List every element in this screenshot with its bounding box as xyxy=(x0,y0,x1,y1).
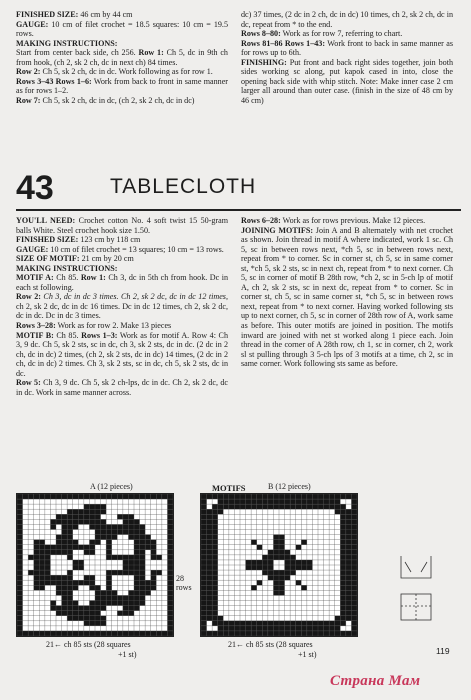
divider xyxy=(16,209,461,211)
text: Work as for row 2. Make 13 pieces xyxy=(55,321,172,331)
label: SIZE OF MOTIF: xyxy=(16,254,80,264)
text: Ch 5, sk 2 ch, dc in dc, (ch 2, sk 2 ch, dc in dc) xyxy=(40,95,195,105)
chart-a-footer-2: +1 st) xyxy=(118,650,137,659)
label: YOU'LL NEED: xyxy=(16,216,76,225)
chart-a-label: A (12 pieces) xyxy=(90,482,133,491)
motifs-heading: MOTIFS xyxy=(212,483,246,493)
chart-b-label: B (12 pieces) xyxy=(268,482,311,491)
instructions-left-column xyxy=(16,216,228,397)
text: Ch 3, dc in dc 3 times. Ch 2, sk 2 dc, dc in dc 12 times, xyxy=(40,292,228,302)
text: Join A and B alternately with net crochet as shown. Join thread in motif A where indicated, work 1 sc. Ch 5, sc in between rows next, *ch 5, sc in between rows next, repeat from * to corner. Sc in corner st, ch 5, sc in same corner st, *ch 5, sk 2 sts, sc in next ch, repeat from * to next corner. Ch 5, sc in corner of motif B 28th row, *ch 2, sc in 5-ch lp of motif A, ch 2, sk 2 sts, sc in next dc, repeat from * to corner. Sc in corner st, ch 5, sc in same corner st, *ch 5, sc in between rows next, repeat from * to next corner. Having worked following sts up to next corner, ch 5, sc in corner of 28th row of A, work same as before. This outer motifs are joined in position. The motifs inward are joined with net st worked along 1 piece each. Join thread in the corner of A 28th row, ch 1, sc in corner, ch 2, work sl st pulling through 3 5-ch lps of 3 motifs at a time, ch 2, sc in same corner. Work following sts same as before. xyxy=(241,225,453,369)
subheading: MAKING INSTRUCTIONS: xyxy=(16,263,118,273)
label: FINISHED SIZE: xyxy=(16,235,79,245)
label: Row 1: xyxy=(80,273,106,283)
section-title: TABLECLOTH xyxy=(110,175,257,198)
text: ch 2, sk 2 dc, dc in dc 16 times. Dc in dc 12 times, ch 2, sk 2 dc, dc in dc. Dc in dc 3 times. xyxy=(16,301,228,321)
text: Ch 3, dc in 5th ch from hook. Dc in each st following. xyxy=(16,273,229,292)
label: JOINING MOTIFS: xyxy=(241,225,314,235)
label: Rows 81–86 Rows 1–43: xyxy=(241,38,326,48)
text: Ch 85. xyxy=(53,330,82,340)
label: Row 5: xyxy=(16,378,41,388)
label: Rows 3–43 Rows 1–6: xyxy=(16,76,92,86)
text: dc) 37 times, (2 dc in 2 ch, dc in dc) 10 times, ch 2, sk 2 ch, dc in dc, repeat from * to the end. xyxy=(241,10,453,29)
subheading: MAKING INSTRUCTIONS: xyxy=(16,38,118,48)
label: Row 7: xyxy=(16,95,41,105)
text: Ch 5, sk 2 ch, dc in dc. Work following as for row 1. xyxy=(40,67,213,77)
chart-b-footer-2: +1 st) xyxy=(298,650,317,659)
label: FINISHED SIZE: xyxy=(16,10,79,19)
joining-diagram-thumbnail xyxy=(391,548,443,630)
motif-a-chart xyxy=(16,493,174,637)
rows-count: 28 xyxy=(176,574,184,583)
text: Work as for row 7, referring to chart. xyxy=(280,29,403,39)
motif-b-chart xyxy=(200,493,358,637)
text: Work front to back in same manner as for rows up to 6th. xyxy=(241,38,453,58)
page-number: 119 xyxy=(436,646,450,656)
text: Work as for motif A. Row 4: Ch 3, 9 dc. Ch 5, sk 2 sts, sc in dc, ch 3, sk 2 sts, dc in dc. (2 dc in 2 ch, dc in dc) 2 times, (ch 2, sk 2 sts, dc in dc) 14 times, (2 dc in 2 ch, dc in dc) 2 times. Ch 3, sk 2 sts, sc in dc, ch 5, sk 2 sts, dc in dc. xyxy=(16,330,228,378)
instructions-right-column xyxy=(241,216,453,369)
label: GAUGE: xyxy=(16,244,49,254)
rows-word: rows xyxy=(176,583,192,592)
text: Ch 3, 9 dc. Ch 5, sk 2 ch-lps, dc in dc. Ch 2, sk 2 dc, dc in dc. Work in same manner across. xyxy=(16,378,228,397)
label: Row 2: xyxy=(16,67,41,77)
top-right-column xyxy=(241,10,453,105)
section-number: 43 xyxy=(16,169,54,207)
label: Rows 8–80: xyxy=(241,29,281,39)
text: Start from center back side, ch 256. xyxy=(16,48,139,58)
text: Work from back to front in same manner as for rows 1–2. xyxy=(16,76,228,96)
text: 123 cm by 118 cm xyxy=(78,235,141,245)
text: 46 cm by 44 cm xyxy=(78,10,133,19)
label: Rows 1–3: xyxy=(81,330,118,340)
label: MOTIF A: xyxy=(16,273,54,283)
text: 10 cm of filet crochet = 13 squares; 10 cm = 13 rows. xyxy=(48,244,224,254)
label: GAUGE: xyxy=(16,19,49,29)
text: Ch 85. xyxy=(53,273,81,283)
label: Row 2: xyxy=(16,292,41,302)
label: MOTIF B: xyxy=(16,330,54,340)
label: Rows 6–28: xyxy=(241,216,281,225)
watermark-text: Страна Мам xyxy=(330,673,421,689)
label: FINISHING: xyxy=(241,57,287,67)
text: Ch 5, dc in 9th ch from hook, (ch 2, sk 2 ch, dc in next ch) 84 times. xyxy=(16,48,228,67)
text: Work as for rows previous. Make 12 pieces. xyxy=(280,216,426,225)
text: Put front and back right sides together, join both sides working sc along, put kapok cased in into, close the opening back side with whip stitch. Note: Make inner case 2 cm larger all around than outer case. (finish in the size of 48 cm by 46 cm) xyxy=(241,57,453,105)
text: Crochet cotton No. 4 soft twist 15 50-gram balls White. Steel crochet hook size 1.50. xyxy=(16,216,228,235)
chart-b-footer: 21← ch 85 sts (28 squares xyxy=(228,640,313,649)
label: Row 1: xyxy=(138,48,164,58)
text: 10 cm of filet crochet = 18.5 squares: 10 cm = 19.5 rows. xyxy=(16,19,228,39)
chart-a-footer: 21← ch 85 sts (28 squares xyxy=(46,640,131,649)
text: 21 cm by 20 cm xyxy=(79,254,134,264)
label: Rows 3–28: xyxy=(16,321,56,331)
top-left-column xyxy=(16,10,228,105)
